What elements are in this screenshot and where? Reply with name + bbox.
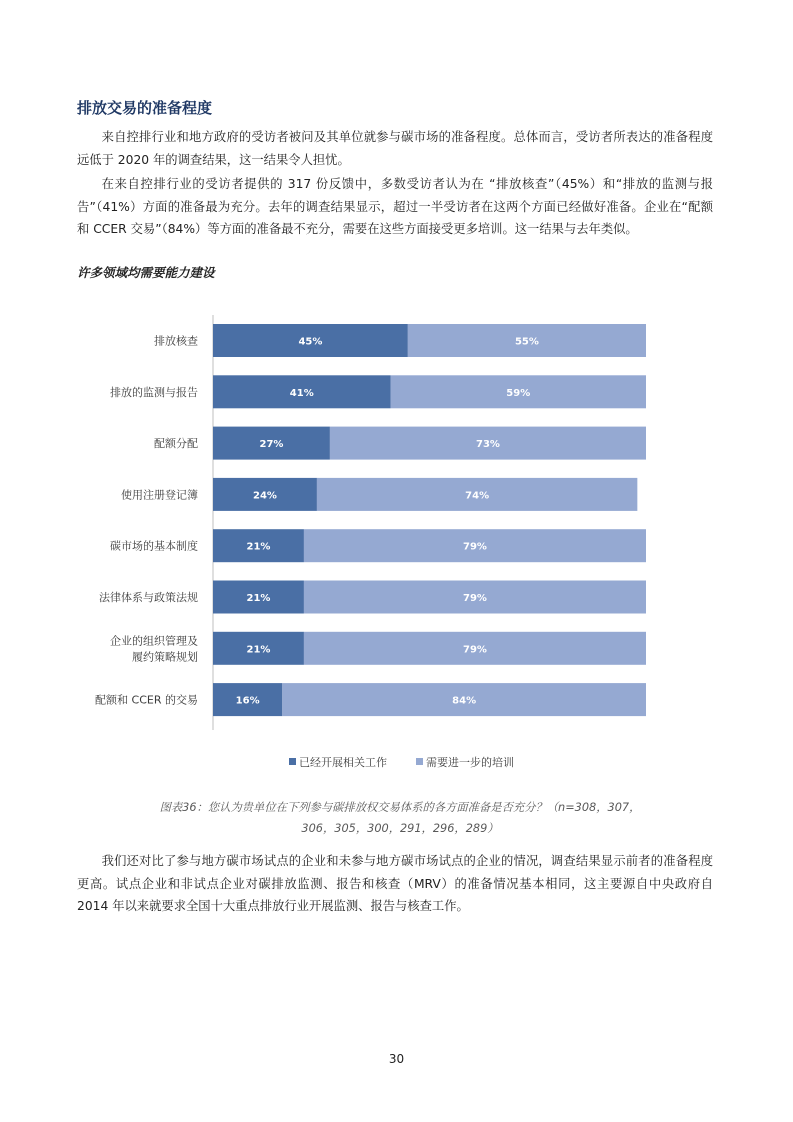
legend	[289, 755, 514, 769]
stacked-bar-chart	[0, 300, 793, 780]
legend-label-training: 需要进一步的培训	[426, 756, 514, 769]
category-label: 配额分配	[154, 437, 198, 451]
category-label: 碳市场的基本制度	[110, 539, 198, 553]
paragraph-findings: 在来自控排行业的受访者提供的 317 份反馈中，多数受访者认为在 “排放核查”（45%）和“排放的监测与报告”（41%）方面的准备最为充分。去年的调查结果显示，超过一半受访者在这两个方面已经做好准备。企业在“配额和 CCER 交易”（84%）等方面的准备最不充分，需要在这些方面接受更多培训。这一结果与去年类似。	[77, 177, 713, 236]
bar-data-label-training: 74%	[465, 490, 490, 502]
section-title: 排放交易的准备程度	[77, 99, 213, 117]
category-label: 排放的监测与报告	[110, 385, 198, 399]
bar-data-label-training: 79%	[462, 644, 487, 656]
bar-data-label-training: 59%	[506, 387, 531, 399]
bar-data-label-training: 79%	[462, 593, 487, 604]
chart-heading: 许多领域均需要能力建设	[77, 265, 215, 280]
category-label: 法律体系与政策法规	[99, 591, 198, 604]
bar-data-label-prepared: 21%	[246, 644, 271, 656]
bar-data-label-prepared: 21%	[246, 541, 271, 553]
bar-data-label-prepared: 24%	[252, 490, 277, 502]
figure-caption	[90, 797, 710, 839]
paragraph-intro: 来自控排行业和地方政府的受访者被问及其单位就参与碳市场的准备程度。总体而言，受访者所表达的准备程度远低于 2020 年的调查结果，这一结果令人担忧。	[77, 130, 713, 167]
category-label: 企业的组织管理及履约策略规划	[110, 634, 198, 664]
bar-data-label-prepared: 41%	[289, 387, 314, 399]
bar-data-label-training: 55%	[514, 336, 539, 348]
bars-group	[95, 324, 646, 716]
category-label: 排放核查	[154, 334, 198, 348]
bar-data-label-training: 73%	[475, 439, 500, 451]
legend-swatch-training	[416, 758, 423, 765]
category-label: 使用注册登记簿	[121, 488, 198, 502]
legend-label-prepared: 已经开展相关工作	[299, 756, 387, 769]
bar-data-label-prepared: 45%	[298, 336, 323, 348]
bar-data-label-prepared: 21%	[246, 593, 271, 604]
caption-line-1: 图表36：您认为贵单位在下列参与碳排放权交易体系的各方面准备是否充分？（n=308，307，	[159, 801, 641, 814]
caption-line-2: 306，305，300，291，296，289）	[301, 822, 499, 835]
bar-data-label-training: 79%	[462, 541, 487, 553]
bar-data-label-training: 84%	[452, 695, 477, 707]
bar-data-label-prepared: 27%	[259, 439, 284, 451]
category-label: 配额和 CCER 的交易	[95, 693, 198, 707]
paragraph-comparison: 我们还对比了参与地方碳市场试点的企业和未参与地方碳市场试点的企业的情况，调查结果显示前者的准备程度更高。试点企业和非试点企业对碳排放监测、报告和核查（MRV）的准备情况基本相同，这主要源自中央政府自 2014 年以来就要求全国十大重点排放行业开展监测、报告与核查工作。	[77, 854, 713, 913]
page-number: 30	[388, 1052, 405, 1066]
bar-data-label-prepared: 16%	[235, 695, 260, 707]
legend-swatch-prepared	[289, 758, 296, 765]
